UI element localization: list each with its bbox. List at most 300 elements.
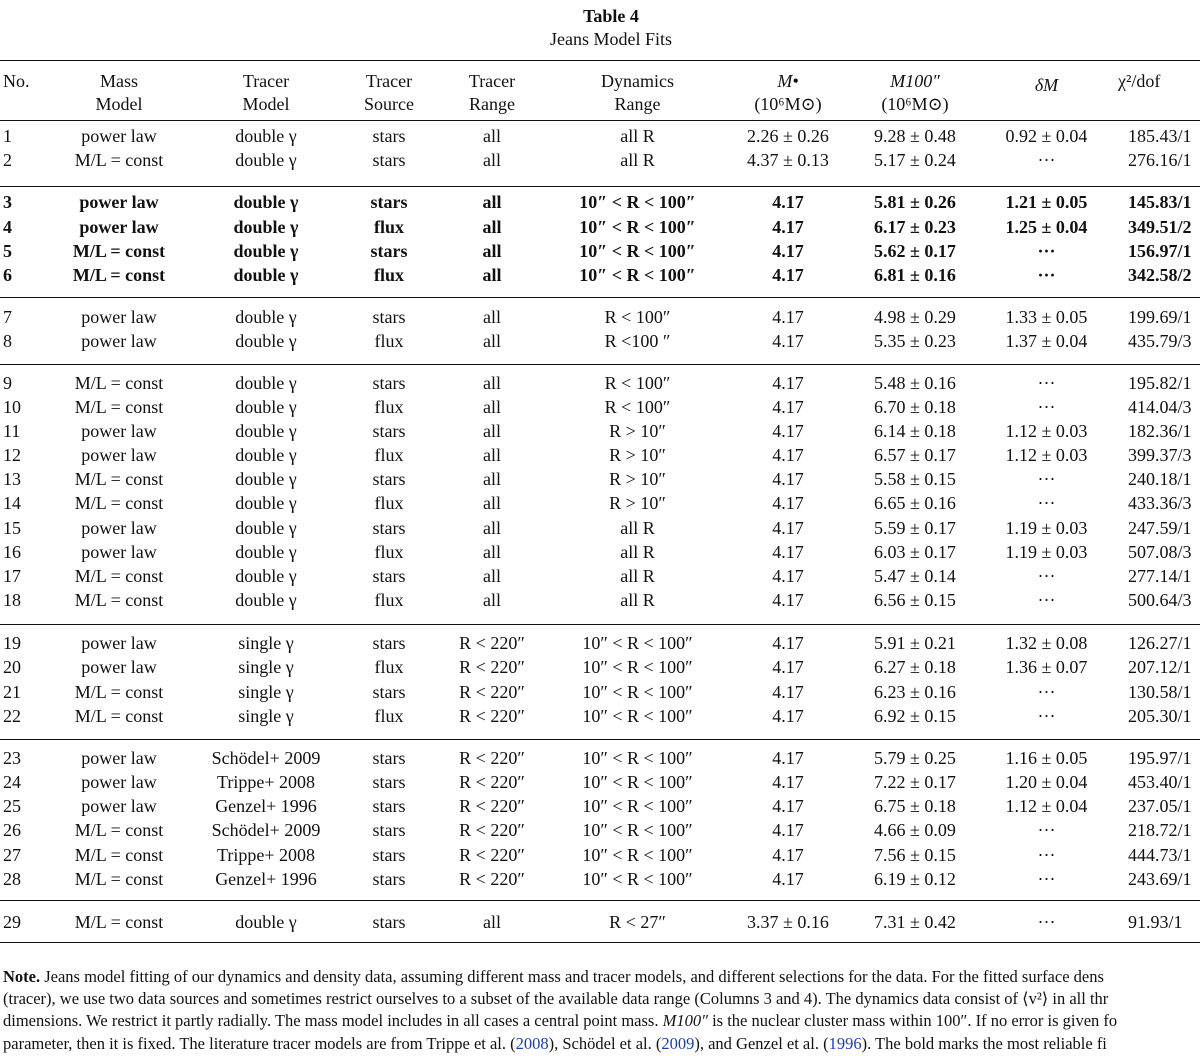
m100-cell: 5.62 ± 0.17 (874, 241, 956, 261)
row-number: 27 (3, 845, 21, 865)
mass-model-cell: M/L = const (74, 566, 164, 586)
group-rule (0, 364, 1200, 365)
header-tracer-model: Tracer Model (242, 71, 290, 114)
dynamics-range-cell: 10″ < R < 100″ (579, 192, 696, 212)
m100-cell: 4.98 ± 0.29 (874, 307, 956, 327)
delta-m-cell: ··· (1037, 150, 1056, 170)
header-dynamics-range: Dynamics Range (601, 71, 674, 114)
tracer-source-cell: stars (370, 192, 408, 212)
chi2-cell: 218.72/1 (1128, 820, 1192, 840)
dynamics-range-cell: R < 27″ (609, 912, 666, 932)
dynamics-range-cell: R > 10″ (609, 493, 666, 513)
group-rule (0, 297, 1200, 298)
delta-m-cell: ··· (1037, 590, 1056, 610)
tracer-source-cell: stars (372, 633, 406, 653)
chi2-cell: 243.69/1 (1128, 869, 1192, 889)
delta-m-cell: ··· (1037, 469, 1056, 489)
header-m100: M100″ (10⁶M⊙) (881, 71, 949, 114)
mass-model-cell: M/L = const (74, 869, 164, 889)
m-bh-cell: 4.17 (772, 869, 804, 889)
dynamics-range-cell: 10″ < R < 100″ (579, 265, 696, 285)
row-number: 10 (3, 397, 21, 417)
table-row (0, 588, 1200, 612)
delta-m-cell: 1.33 ± 0.05 (1005, 307, 1088, 327)
note-line: Note. Jeans model fitting of our dynamics and density data, assuming different mass and tracer models, and different selections for the data. For the fitted surface dens (3, 967, 1104, 986)
m-bh-cell: 4.17 (772, 845, 804, 865)
chi2-cell: 414.04/3 (1128, 397, 1192, 417)
dynamics-range-cell: all R (620, 126, 655, 146)
mass-model-cell: M/L = const (74, 706, 164, 726)
header-tracer-source: Tracer Source (364, 71, 414, 114)
row-number: 13 (3, 469, 21, 489)
chi2-cell: 240.18/1 (1128, 469, 1192, 489)
table-row (0, 239, 1200, 263)
delta-m-cell: ··· (1037, 845, 1056, 865)
m100-cell: 6.70 ± 0.18 (874, 397, 956, 417)
delta-m-cell: 1.25 ± 0.04 (1005, 217, 1088, 237)
table-row (0, 704, 1200, 728)
chi2-cell: 130.58/1 (1128, 682, 1192, 702)
m100-cell: 5.79 ± 0.25 (874, 748, 956, 768)
header-delta-m: δM (1034, 75, 1059, 95)
table-row (0, 443, 1200, 467)
header-tracer-range: Tracer Range (468, 71, 516, 114)
table-row (0, 215, 1200, 239)
tracer-model-cell: Genzel+ 1996 (215, 869, 317, 889)
tracer-range-cell: all (483, 542, 501, 562)
row-number: 4 (3, 217, 12, 237)
m100-cell: 6.65 ± 0.16 (874, 493, 956, 513)
dynamics-range-cell: all R (620, 150, 655, 170)
tracer-source-cell: stars (372, 150, 406, 170)
table-row (0, 516, 1200, 540)
table-row (0, 867, 1200, 891)
table-row (0, 419, 1200, 443)
header-no: No. (3, 71, 30, 91)
row-number: 3 (3, 192, 12, 212)
tracer-range-cell: all (482, 241, 502, 261)
tracer-source-cell: stars (370, 241, 408, 261)
delta-m-cell: 1.32 ± 0.08 (1005, 633, 1088, 653)
delta-m-cell: 1.19 ± 0.03 (1005, 542, 1088, 562)
tracer-model-cell: double γ (235, 566, 297, 586)
mass-model-cell: M/L = const (74, 493, 164, 513)
delta-m-cell: 1.12 ± 0.03 (1005, 421, 1088, 441)
chi2-cell: 399.37/3 (1128, 445, 1192, 465)
m-bh-cell: 4.17 (772, 265, 804, 285)
tracer-range-cell: all (483, 373, 501, 393)
table-row (0, 843, 1200, 867)
tracer-range-cell: R < 220″ (459, 869, 525, 889)
mass-model-cell: M/L = const (74, 373, 164, 393)
m-bh-cell: 4.17 (772, 682, 804, 702)
tracer-source-cell: flux (374, 706, 404, 726)
tracer-source-cell: flux (374, 331, 404, 351)
delta-m-cell: ··· (1037, 869, 1056, 889)
dynamics-range-cell: R > 10″ (609, 445, 666, 465)
tracer-source-cell: flux (374, 445, 404, 465)
m-bh-cell: 4.17 (772, 706, 804, 726)
mass-model-cell: power law (81, 331, 157, 351)
delta-m-cell: 1.37 ± 0.04 (1005, 331, 1088, 351)
tracer-model-cell: double γ (235, 912, 297, 932)
tracer-model-cell: double γ (235, 542, 297, 562)
mass-model-cell: M/L = const (74, 845, 164, 865)
tracer-source-cell: flux (373, 217, 404, 237)
delta-m-cell: ··· (1037, 241, 1056, 261)
table-row (0, 395, 1200, 419)
m100-symbol: M100″ (662, 1011, 708, 1031)
delta-m-cell: ··· (1037, 682, 1056, 702)
m100-cell: 5.81 ± 0.26 (874, 192, 956, 212)
m100-cell: 5.58 ± 0.15 (874, 469, 956, 489)
tracer-model-cell: Trippe+ 2008 (217, 845, 315, 865)
tracer-source-cell: flux (374, 590, 404, 610)
dynamics-range-cell: 10″ < R < 100″ (582, 748, 693, 768)
tracer-model-cell: double γ (233, 192, 299, 212)
note-line: dimensions. We restrict it partly radially. The mass model includes in all cases a central point mass. M100″ is the nuclear cluster mass within 100″. If no error is given fo (3, 1011, 1118, 1031)
chi2-cell: 247.59/1 (1128, 518, 1192, 538)
delta-m-cell: 0.92 ± 0.04 (1005, 126, 1088, 146)
row-number: 7 (3, 307, 12, 327)
tracer-model-cell: double γ (233, 241, 299, 261)
tracer-model-cell: Genzel+ 1996 (215, 796, 317, 816)
tracer-model-cell: double γ (235, 397, 297, 417)
tracer-range-cell: R < 220″ (459, 633, 525, 653)
tracer-model-cell: double γ (235, 445, 297, 465)
m-bh-cell: 2.26 ± 0.26 (747, 126, 829, 146)
tracer-range-cell: all (483, 469, 501, 489)
table-label: Table 4 (583, 6, 639, 26)
mass-model-cell: M/L = const (74, 469, 164, 489)
table-row (0, 467, 1200, 491)
tracer-source-cell: flux (374, 493, 404, 513)
tracer-model-cell: Trippe+ 2008 (217, 772, 315, 792)
mass-model-cell: power law (81, 518, 157, 538)
dynamics-range-cell: 10″ < R < 100″ (582, 682, 693, 702)
table-row (0, 631, 1200, 655)
tracer-model-cell: double γ (233, 265, 299, 285)
dynamics-range-cell: all R (620, 518, 655, 538)
header-rule (0, 120, 1200, 121)
row-number: 25 (3, 796, 21, 816)
mass-model-cell: power law (81, 542, 157, 562)
m100-cell: 6.81 ± 0.16 (874, 265, 956, 285)
tracer-model-cell: double γ (235, 590, 297, 610)
row-number: 14 (3, 493, 21, 513)
chi2-cell: 277.14/1 (1128, 566, 1192, 586)
m-bh-cell: 4.17 (772, 493, 804, 513)
mass-model-cell: power law (81, 445, 157, 465)
mass-model-cell: M/L = const (74, 682, 164, 702)
m-bh-cell: 4.17 (772, 307, 804, 327)
dynamics-range-cell: 10″ < R < 100″ (582, 706, 693, 726)
row-number: 21 (3, 682, 21, 702)
mass-model-cell: M/L = const (74, 397, 164, 417)
chi2-cell: 507.08/3 (1128, 542, 1192, 562)
table-row (0, 564, 1200, 588)
m-bh-cell: 4.17 (772, 772, 804, 792)
table-row (0, 305, 1200, 329)
row-number: 17 (3, 566, 21, 586)
chi2-cell: 195.82/1 (1128, 373, 1192, 393)
tracer-range-cell: R < 220″ (459, 682, 525, 702)
table-note (3, 966, 1200, 1055)
delta-m-cell: ··· (1037, 265, 1056, 285)
m100-cell: 7.56 ± 0.15 (874, 845, 956, 865)
chi2-cell: 349.51/2 (1128, 217, 1192, 237)
tracer-source-cell: flux (373, 265, 404, 285)
mass-model-cell: power law (81, 126, 157, 146)
chi2-cell: 185.43/1 (1128, 126, 1192, 146)
citation-link[interactable]: 1996 (828, 1033, 862, 1053)
table-row (0, 818, 1200, 842)
m-bh-cell: 4.17 (772, 518, 804, 538)
delta-m-cell: 1.12 ± 0.04 (1005, 796, 1088, 816)
m100-cell: 5.48 ± 0.16 (874, 373, 956, 393)
row-number: 26 (3, 820, 21, 840)
tracer-model-cell: double γ (235, 493, 297, 513)
m-bh-cell: 4.17 (772, 633, 804, 653)
dynamics-range-cell: R < 100″ (604, 373, 671, 393)
bottom-rule (0, 942, 1200, 943)
tracer-model-cell: double γ (235, 373, 297, 393)
row-number: 18 (3, 590, 21, 610)
m100-cell: 4.66 ± 0.09 (874, 820, 956, 840)
chi2-cell: 342.58/2 (1128, 265, 1192, 285)
delta-m-cell: ··· (1037, 820, 1056, 840)
tracer-source-cell: stars (372, 682, 406, 702)
tracer-model-cell: double γ (235, 126, 297, 146)
tracer-model-cell: double γ (235, 421, 297, 441)
table-row (0, 746, 1200, 770)
tracer-source-cell: stars (372, 869, 406, 889)
chi2-cell: 126.27/1 (1128, 633, 1192, 653)
dynamics-range-cell: all R (620, 590, 655, 610)
m100-cell: 6.92 ± 0.15 (874, 706, 956, 726)
table-row (0, 329, 1200, 353)
delta-m-cell: ··· (1037, 397, 1056, 417)
header-m-bh: M• (10⁶M⊙) (754, 71, 822, 114)
tracer-range-cell: R < 220″ (459, 748, 525, 768)
tracer-model-cell: single γ (238, 633, 294, 653)
tracer-model-cell: Schödel+ 2009 (211, 820, 321, 840)
chi2-cell: 91.93/1 (1128, 912, 1183, 932)
tracer-range-cell: all (482, 265, 502, 285)
tracer-source-cell: stars (372, 126, 406, 146)
m100-cell: 6.27 ± 0.18 (874, 657, 956, 677)
tracer-source-cell: flux (374, 542, 404, 562)
tracer-source-cell: stars (372, 518, 406, 538)
tracer-model-cell: double γ (235, 307, 297, 327)
m-bh-cell: 4.17 (772, 820, 804, 840)
row-number: 5 (3, 241, 12, 261)
row-number: 1 (3, 126, 12, 146)
tracer-range-cell: all (483, 912, 501, 932)
row-number: 11 (3, 421, 21, 441)
row-number: 28 (3, 869, 21, 889)
tracer-range-cell: R < 220″ (459, 845, 525, 865)
dynamics-range-cell: 10″ < R < 100″ (582, 869, 693, 889)
row-number: 15 (3, 518, 21, 538)
m100-cell: 7.31 ± 0.42 (874, 912, 956, 932)
table-row (0, 491, 1200, 515)
dynamics-range-cell: R > 10″ (609, 421, 666, 441)
mass-model-cell: M/L = const (74, 590, 164, 610)
tracer-source-cell: stars (372, 307, 406, 327)
tracer-range-cell: R < 220″ (459, 772, 525, 792)
table-row (0, 540, 1200, 564)
tracer-model-cell: double γ (235, 469, 297, 489)
group-rule (0, 739, 1200, 740)
m-bh-cell: 4.17 (772, 748, 804, 768)
tracer-source-cell: stars (372, 772, 406, 792)
m-bh-cell: 4.37 ± 0.13 (747, 150, 829, 170)
dynamics-range-cell: 10″ < R < 100″ (582, 772, 693, 792)
mass-model-cell: M/L = const (72, 241, 166, 261)
tracer-range-cell: all (483, 331, 501, 351)
m-bh-cell: 4.17 (772, 542, 804, 562)
tracer-source-cell: flux (374, 657, 404, 677)
mass-model-cell: power law (81, 772, 157, 792)
tracer-model-cell: double γ (235, 518, 297, 538)
tracer-model-cell: single γ (238, 657, 294, 677)
chi2-cell: 453.40/1 (1128, 772, 1192, 792)
tracer-model-cell: double γ (233, 217, 299, 237)
table-row (0, 910, 1200, 934)
tracer-range-cell: all (483, 397, 501, 417)
citation-link[interactable]: 2008 (515, 1033, 549, 1053)
chi2-cell: 199.69/1 (1128, 307, 1192, 327)
m100-cell: 6.17 ± 0.23 (874, 217, 956, 237)
tracer-source-cell: stars (372, 845, 406, 865)
mass-model-cell: M/L = const (72, 265, 166, 285)
note-line: parameter, then it is fixed. The literature tracer models are from Trippe et al. (2008), Schödel et al. (2009), and Genzel et al. (1996). The bold marks the most reliable fi (3, 1033, 1107, 1053)
table-row (0, 263, 1200, 287)
note-line: (tracer), we use two data sources and sometimes restrict ourselves to a subset of the available data range (Columns 3 and 4). The dynamics data consist of ⟨v²⟩ in all thr (3, 989, 1109, 1009)
chi2-cell: 156.97/1 (1128, 241, 1192, 261)
m100-cell: 5.17 ± 0.24 (874, 150, 956, 170)
dynamics-range-cell: R < 100″ (604, 307, 671, 327)
table-row (0, 124, 1200, 148)
table-title: Jeans Model Fits (549, 29, 672, 49)
m-bh-cell: 4.17 (772, 796, 804, 816)
m-bh-cell: 4.17 (772, 331, 804, 351)
m100-cell: 5.35 ± 0.23 (874, 331, 956, 351)
chi2-cell: 195.97/1 (1128, 748, 1192, 768)
dynamics-range-cell: R <100 ″ (604, 331, 671, 351)
chi2-cell: 205.30/1 (1128, 706, 1192, 726)
m-bh-cell: 4.17 (772, 657, 804, 677)
m-bh-cell: 4.17 (772, 217, 804, 237)
m100-cell: 5.59 ± 0.17 (874, 518, 956, 538)
top-rule (0, 60, 1200, 61)
group-rule (0, 624, 1200, 625)
mass-model-cell: power law (81, 307, 157, 327)
row-number: 9 (3, 373, 12, 393)
row-number: 8 (3, 331, 12, 351)
tracer-model-cell: Schödel+ 2009 (211, 748, 321, 768)
m100-cell: 6.56 ± 0.15 (874, 590, 956, 610)
tracer-range-cell: all (483, 421, 501, 441)
row-number: 19 (3, 633, 21, 653)
mass-model-cell: power law (81, 421, 157, 441)
m100-cell: 6.03 ± 0.17 (874, 542, 956, 562)
dynamics-range-cell: 10″ < R < 100″ (579, 217, 696, 237)
mass-model-cell: power law (81, 633, 157, 653)
table-row (0, 190, 1200, 214)
tracer-range-cell: all (483, 518, 501, 538)
delta-m-cell: 1.20 ± 0.04 (1005, 772, 1088, 792)
chi2-cell: 182.36/1 (1128, 421, 1192, 441)
m100-cell: 5.47 ± 0.14 (874, 566, 956, 586)
mass-model-cell: power law (81, 748, 157, 768)
dynamics-range-cell: 10″ < R < 100″ (582, 657, 693, 677)
row-number: 12 (3, 445, 21, 465)
m100-cell: 6.75 ± 0.18 (874, 796, 956, 816)
tracer-model-cell: single γ (238, 706, 294, 726)
delta-m-cell: 1.19 ± 0.03 (1005, 518, 1088, 538)
tracer-range-cell: all (483, 126, 501, 146)
tracer-source-cell: stars (372, 796, 406, 816)
mass-model-cell: power law (81, 796, 157, 816)
row-number: 20 (3, 657, 21, 677)
tracer-range-cell: all (483, 590, 501, 610)
dynamics-range-cell: R < 100″ (604, 397, 671, 417)
table-row (0, 371, 1200, 395)
delta-m-cell: ··· (1037, 566, 1056, 586)
tracer-range-cell: R < 220″ (459, 657, 525, 677)
dynamics-range-cell: 10″ < R < 100″ (582, 845, 693, 865)
row-number: 29 (3, 912, 21, 932)
row-number: 16 (3, 542, 21, 562)
dynamics-range-cell: all R (620, 542, 655, 562)
tracer-range-cell: all (482, 192, 502, 212)
delta-m-cell: 1.12 ± 0.03 (1005, 445, 1088, 465)
m-bh-cell: 4.17 (772, 192, 804, 212)
m100-cell: 6.14 ± 0.18 (874, 421, 956, 441)
tracer-range-cell: R < 220″ (459, 796, 525, 816)
table-row (0, 680, 1200, 704)
row-number: 22 (3, 706, 21, 726)
mass-model-cell: power law (79, 192, 159, 212)
row-number: 24 (3, 772, 21, 792)
table-row (0, 655, 1200, 679)
m100-cell: 6.23 ± 0.16 (874, 682, 956, 702)
tracer-range-cell: all (483, 445, 501, 465)
m100-cell: 5.91 ± 0.21 (874, 633, 956, 653)
tracer-source-cell: stars (372, 566, 406, 586)
chi2-cell: 145.83/1 (1128, 192, 1192, 212)
m-bh-cell: 4.17 (772, 566, 804, 586)
chi2-cell: 207.12/1 (1128, 657, 1192, 677)
m-bh-cell: 4.17 (772, 421, 804, 441)
tracer-range-cell: all (483, 307, 501, 327)
delta-m-cell: ··· (1037, 706, 1056, 726)
group-rule (0, 186, 1200, 187)
table-row (0, 794, 1200, 818)
delta-m-cell: ··· (1037, 373, 1056, 393)
delta-m-cell: 1.16 ± 0.05 (1005, 748, 1088, 768)
m100-cell: 6.19 ± 0.12 (874, 869, 956, 889)
m100-cell: 6.57 ± 0.17 (874, 445, 956, 465)
chi2-cell: 433.36/3 (1128, 493, 1192, 513)
tracer-model-cell: double γ (235, 150, 297, 170)
mass-model-cell: M/L = const (74, 912, 164, 932)
citation-link[interactable]: 2009 (661, 1033, 695, 1053)
row-number: 6 (3, 265, 12, 285)
dynamics-range-cell: 10″ < R < 100″ (579, 241, 696, 261)
